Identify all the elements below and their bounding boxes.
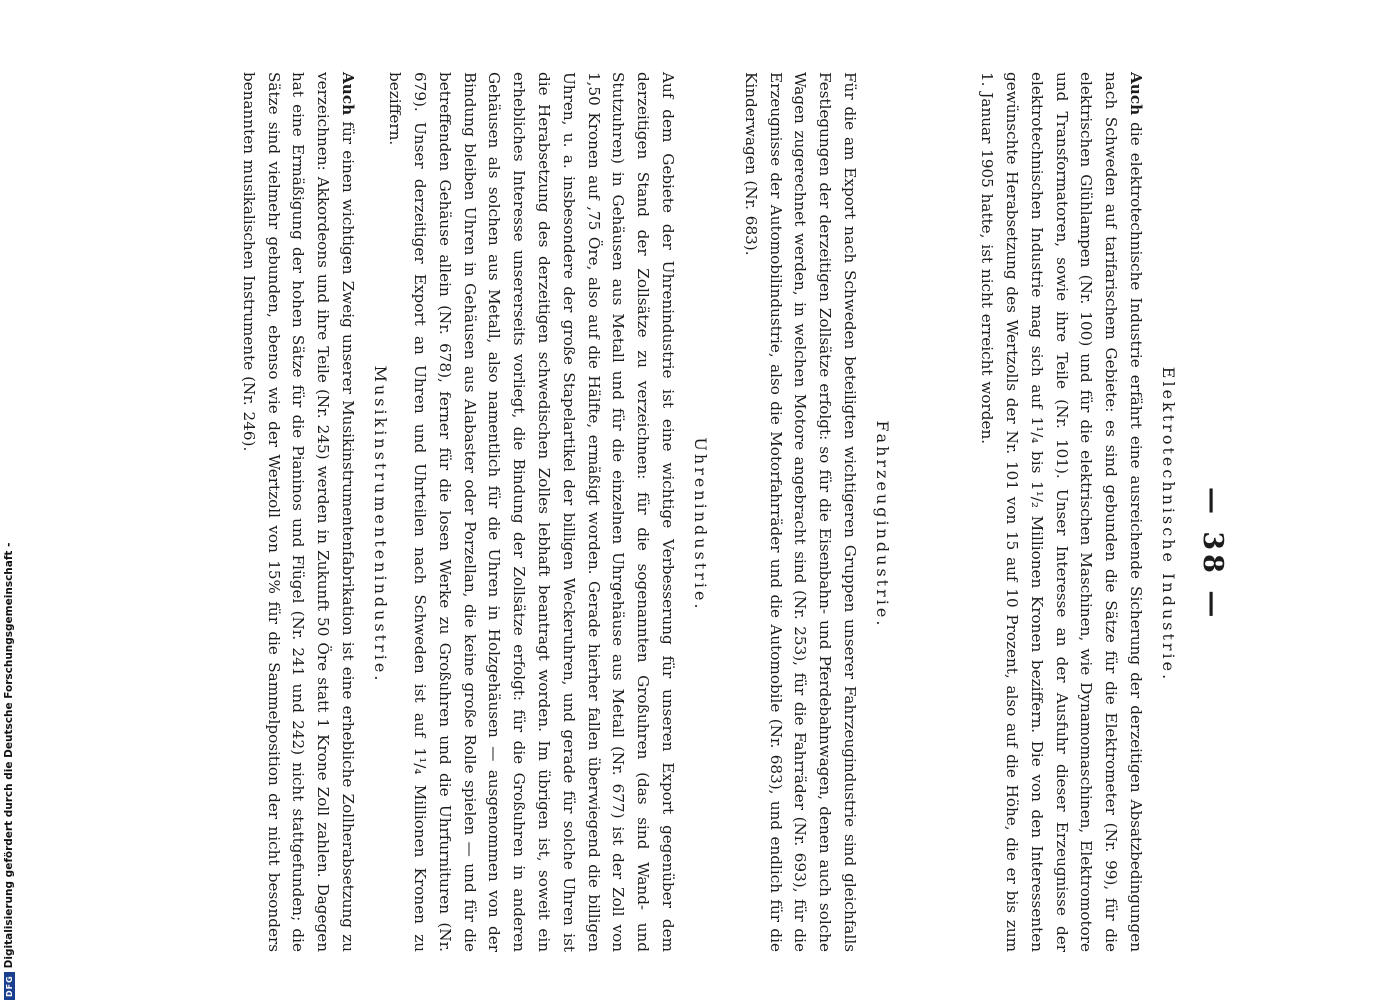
digitization-credit [3, 543, 15, 1000]
paragraph-elektrotechnik [974, 72, 1148, 952]
paragraph-text: für einen wichtigen Zweig unserer Musikinstrumentenfabrikation ist eine erhebliche Zollherabsetzung zu verzeichnen: Akkordeons und ihre Teile (Nr. 245) werden in Zukunft 50 Öre statt 1 Krone Zoll zahlen. Dagegen hat eine Ermäßigung der hohen Sätze für die Pianinos und Flügel (Nr. 241 und 242) nicht stattgefunden; die Sätze sind vielmehr gebunden, ebenso wie der Wertzoll von 15% für die Sammelposition der nicht besonders benannten musikalischen Instrumente (Nr. 246). [239, 72, 357, 953]
credit-text: Digitalisierung gefördert durch die Deutsche Forschungsgemeinschaft - [3, 542, 15, 969]
paragraph-lead: Auch [339, 72, 357, 116]
paragraph-musik [236, 72, 360, 952]
dfg-logo: DFG [4, 972, 15, 1000]
paragraph-fahrzeug [738, 72, 862, 952]
paragraph-text: Für die am Export nach Schweden beteiligten wichtigeren Gruppen unserer Fahrzeugindustrie sind gleichfalls Festlegungen der derzeitigen Zollsätze erfolgt: so für die Eisenbahn- und Pferdebahnwagen, denen auch solche Wagen zugerechnet werden, in welchen Motore angebracht sind (Nr. 253), für die Fahrräder (Nr. 693), für die Erzeugnisse der Automobilindustrie, also die Motorfahrräder und die Automobile (Nr. 683), und endlich für die Kinderwagen (Nr. 683). [741, 72, 859, 952]
section-heading-elektrotechnik: Elektrotechnische Industrie. [1159, 366, 1178, 683]
page-number: — 38 — [1197, 487, 1228, 622]
section-heading-musik: Musikinstrumentenindustrie. [371, 365, 390, 684]
paragraph-text: Auf dem Gebiete der Uhrenindustrie ist eine wichtige Verbesserung für unseren Export gegenüber dem derzeitigen Stand der Zollsätze zu verzeichnen: für die sogenannten Großuhren (das sind Wand- und Stutzuhren) in Gehäusen aus Metall und für die einzelnen Uhrgehäuse aus Metall (Nr. 677) ist der Zoll von 1,50 Kronen auf ,75 Öre, also auf die Hälfte, ermäßigt worden. Gerade hierher fallen überwiegend die billigen Uhren, u. a. insbesondere der große Stapelartikel der billigen Weckeruhren, und gerade für solche Uhren ist die Herabsetzung des derzeitigen schwedischen Zolles lebhaft beantragt worden. Im übrigen ist, soweit ein erhebliches Interesse unsererseits vorliegt, die Bindung der Zollsätze erfolgt: für die Großuhren in anderen Gehäusen als solchen aus Metall, also namentlich für die Uhren in Holzgehäusen — ausgenommen von der Bindung bleiben Uhren in Gehäusen aus Alabaster oder Porzellan, die keine große Rolle spielen — und für die betreffenden Gehäuse allein (Nr. 678), ferner für die losen Werke zu Großuhren und die Uhrfurnituren (Nr. 679). Unser derzeitiger Export an Uhren und Uhrteilen nach Schweden ist auf 1¹/₄ Millionen Kronen zu beziffern. [386, 72, 677, 952]
section-heading-uhren: Uhrenindustrie. [691, 437, 710, 612]
paragraph-lead: Auch [1127, 72, 1145, 116]
rotated-page [130, 72, 1240, 977]
section-heading-fahrzeug: Fahrzeugindustrie. [873, 420, 892, 629]
paragraph-text: die elektrotechnische Industrie erfährt eine ausreichende Sicherung der derzeitigen Absatzbedingungen nach Schweden auf tarifarischem Gebiete: es sind gebunden die Sätze für die Elektrometer (Nr. 99), für die elektrischen Glühlampen (Nr. 100) und für die elektrischen Maschinen, wie Dynamomaschinen, Elektromotore und Transformatoren, sowie ihre Teile (Nr. 101). Unser Interesse an der Ausfuhr dieser Erzeugnisse der elektrotechnischen Industrie mag sich auf 1¹/₄ bis 1¹/₂ Millionen Kronen beziffern. Die von den Interessenten gewünschte Herabsetzung des Wertzolls der Nr. 101 von 15 auf 10 Prozent, also auf die Höhe, die er bis zum 1. Januar 1905 hatte, ist nicht erreicht worden. [978, 72, 1145, 952]
paragraph-uhren [382, 72, 680, 952]
